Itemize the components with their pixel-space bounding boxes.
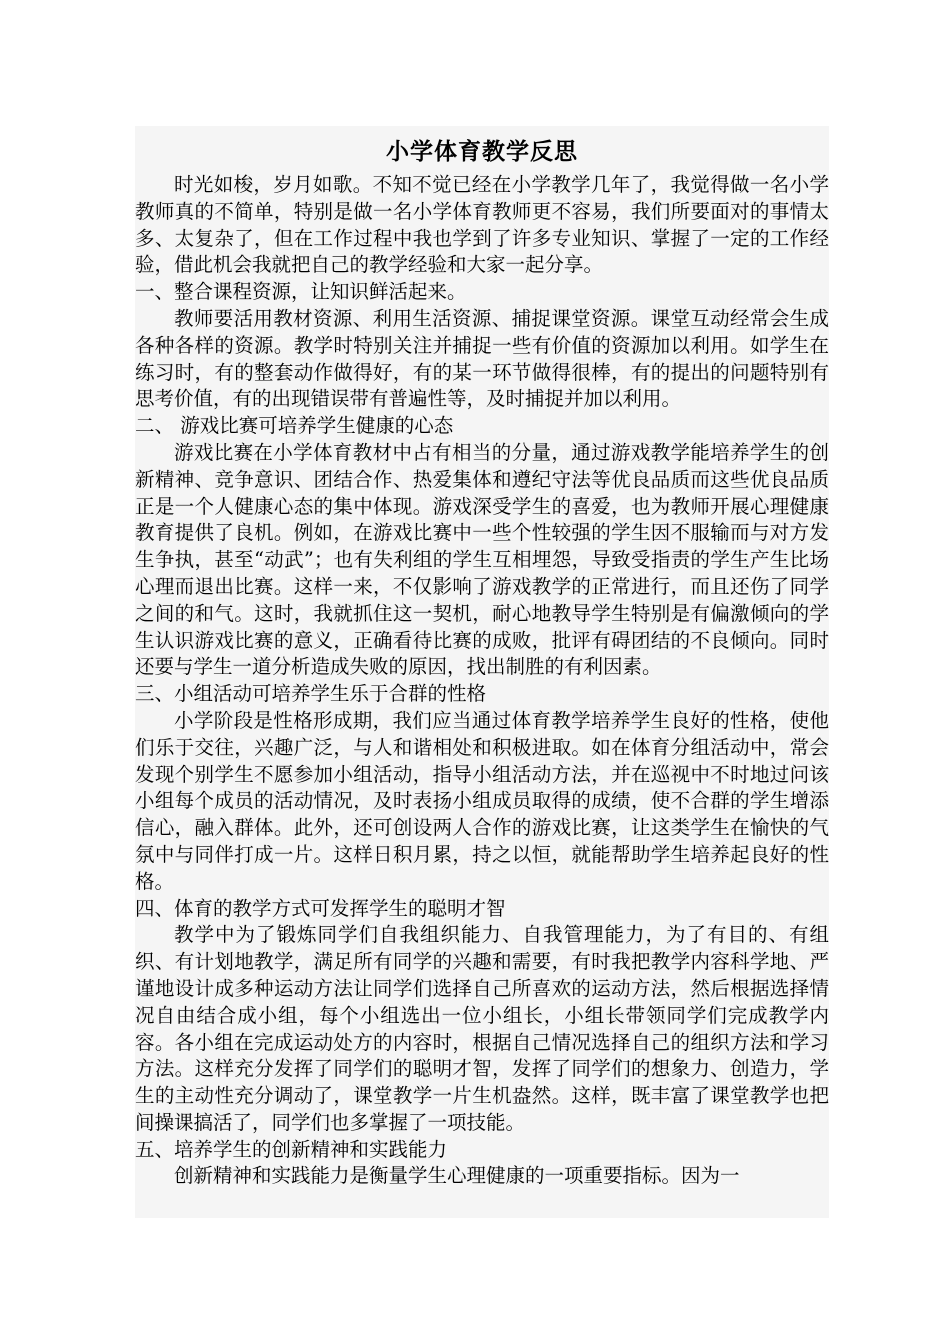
document-page: [135, 126, 829, 1218]
section-3-paragraph: 小学阶段是性格形成期，我们应当通过体育教学培养学生良好的性格，使他们乐于交往，兴趣广泛，与人和谐相处和积极进取。如在体育分组活动中，常会发现个别学生不愿参加小组活动，指导小组活动方法，并在巡视中不时地过问该小组每个成员的活动情况，及时表扬小组成员取得的成绩，使不合群的学生增添信心，融入群体。此外，还可创设两人合作的游戏比赛，让这类学生在愉快的气氛中与同伴打成一片。这样日积月累，持之以恒，就能帮助学生培养起良好的性格。: [135, 708, 829, 893]
section-heading-3: 三、小组活动可培养学生乐于合群的性格: [135, 682, 487, 706]
section-heading-2: 二、 游戏比赛可培养学生健康的心态: [135, 414, 454, 438]
section-heading-1: 一、整合课程资源，让知识鲜活起来。: [135, 280, 467, 304]
document-title: 小学体育教学反思: [386, 138, 578, 165]
section-heading-5: 五、培养学生的创新精神和实践能力: [135, 1137, 448, 1161]
section-heading-4: 四、体育的教学方式可发挥学生的聪明才智: [135, 896, 506, 920]
section-4-paragraph: 教学中为了锻炼同学们自我组织能力、自我管理能力，为了有目的、有组织、有计划地教学，满足所有同学的兴趣和需要，有时我把教学内容科学地、严谨地设计成多种运动方法让同学们选择自己所喜欢的运动方法，然后根据选择情况自由结合成小组，每个小组选出一位小组长，小组长带领同学们完成教学内容。各小组在完成运动处方的内容时，根据自己情况选择自己的组织方法和学习方法。这样充分发挥了同学们的聪明才智，发挥了同学们的想象力、创造力，学生的主动性充分调动了，课堂教学一片生机盎然。这样，既丰富了课堂教学也把间操课搞活了，同学们也多掌握了一项技能。: [135, 923, 829, 1134]
section-2-paragraph: 游戏比赛在小学体育教材中占有相当的分量，通过游戏教学能培养学生的创新精神、竞争意识、团结合作、热爱集体和遵纪守法等优良品质而这些优良品质正是一个人健康心态的集中体现。游戏深受学生的喜爱，也为教师开展心理健康教育提供了良机。例如，在游戏比赛中一些个性较强的学生因不服输而与对方发生争执，甚至“动武”；也有失利组的学生互相埋怨，导致受指责的学生产生比场心理而退出比赛。这样一来，不仅影响了游戏教学的正常进行，而且还伤了同学之间的和气。这时，我就抓住这一契机，耐心地教导学生特别是有偏激倾向的学生认识游戏比赛的意义，正确看待比赛的成败，批评有碍团结的不良倾向。同时还要与学生一道分析造成失败的原因，找出制胜的有利因素。: [135, 440, 829, 679]
intro-paragraph: 时光如梭，岁月如歌。不知不觉已经在小学教学几年了，我觉得做一名小学教师真的不简单，特别是做一名小学体育教师更不容易，我们所要面对的事情太多、太复杂了，但在工作过程中我也学到了许多专业知识、掌握了一定的工作经验，借此机会我就把自己的教学经验和大家一起分享。: [135, 173, 829, 277]
document-body: [135, 172, 829, 1190]
section-1-paragraph: 教师要活用教材资源、利用生活资源、捕捉课堂资源。课堂互动经常会生成各种各样的资源。教学时特别关注并捕捉一些有价值的资源加以利用。如学生在练习时，有的整套动作做得好，有的某一环节做得很棒，有的提出的问题特别有思考价值，有的出现错误带有普遍性等，及时捕捉并加以利用。: [135, 306, 829, 411]
section-5-paragraph: 创新精神和实践能力是衡量学生心理健康的一项重要指标。因为一: [174, 1164, 740, 1188]
